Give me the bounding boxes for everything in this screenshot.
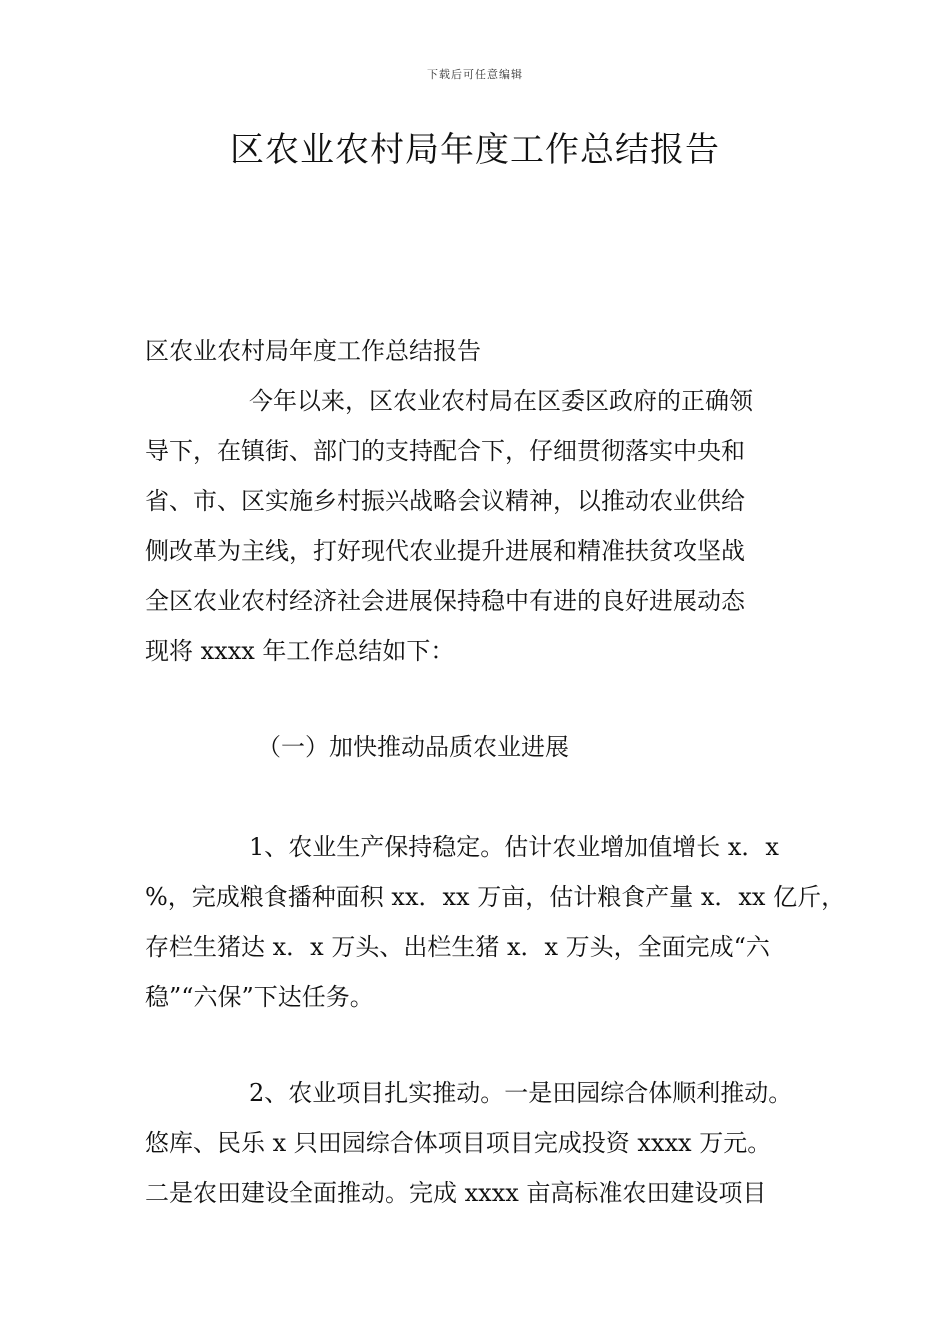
- item2-paragraph: [145, 1068, 825, 1218]
- document-subtitle: 区农业农村局年度工作总结报告: [145, 337, 481, 365]
- intro-line: 侧改革为主线，打好现代农业提升进展和精准扶贫攻坚战: [145, 537, 745, 565]
- document-title: 区农业农村局年度工作总结报告: [230, 130, 720, 170]
- item1-paragraph: [145, 822, 846, 1022]
- intro-line: 现将 xxxx 年工作总结如下：: [145, 637, 455, 665]
- intro-line: 导下，在镇街、部门的支持配合下，仔细贯彻落实中央和: [145, 437, 745, 465]
- item2-line: 二是农田建设全面推动。完成 xxxx 亩高标准农田建设项目: [145, 1179, 767, 1207]
- item1-line: 稳”“六保”下达任务。: [145, 983, 374, 1011]
- intro-line: 全区农业农村经济社会进展保持稳中有进的良好进展动态: [145, 587, 745, 615]
- intro-paragraph: [145, 376, 825, 676]
- item1-line: 1、农业生产保持稳定。估计农业增加值增长 x．x: [249, 833, 779, 861]
- intro-line: 今年以来，区农业农村局在区委区政府的正确领: [249, 387, 753, 415]
- intro-line: 省、市、区实施乡村振兴战略会议精神，以推动农业供给: [145, 487, 745, 515]
- header-note: 下载后可任意编辑: [427, 68, 523, 81]
- item1-line: 存栏生猪达 x．x 万头、出栏生猪 x．x 万头，全面完成“六: [145, 933, 770, 961]
- item1-line: %，完成粮食播种面积 xx．xx 万亩，估计粮食产量 x．xx 亿斤，: [145, 883, 846, 911]
- section-heading: （一）加快推动品质农业进展: [257, 733, 569, 761]
- item2-line: 2、农业项目扎实推动。一是田园综合体顺利推动。: [249, 1079, 793, 1107]
- item2-line: 悠库、民乐 x 只田园综合体项目项目完成投资 xxxx 万元。: [145, 1129, 772, 1157]
